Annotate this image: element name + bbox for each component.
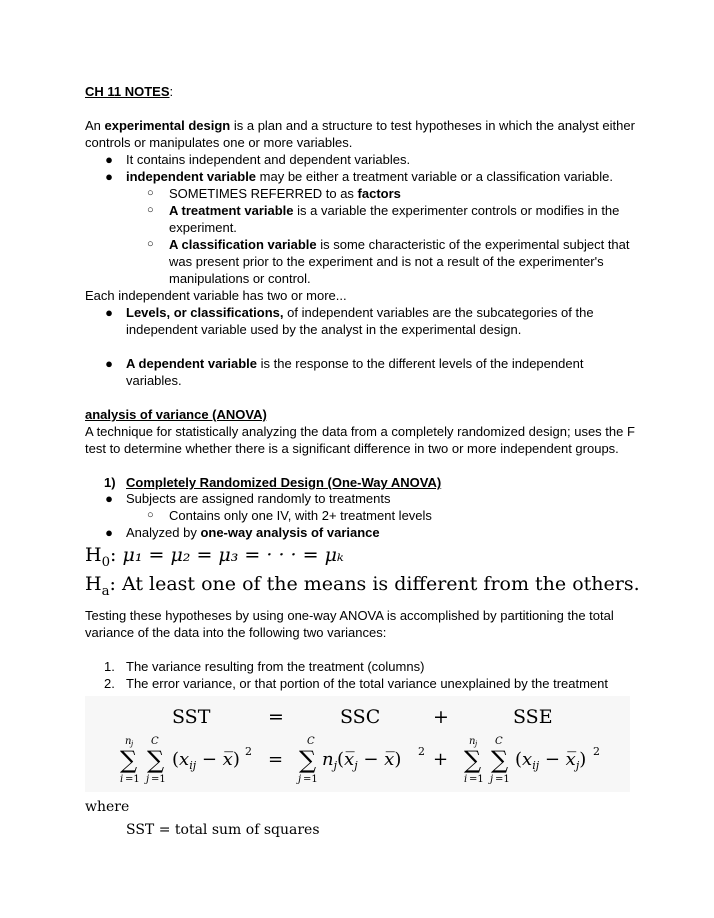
sub-bullet-text: manipulations or control. [169,271,311,286]
formula-sse: SSE [513,706,553,728]
bullet-text: It contains independent and dependent variables. [126,152,411,167]
disc-bullet-icon: ● [105,152,113,167]
svg-text:=: = [268,749,284,770]
crd-number: 1) [104,475,116,490]
sub-bullet-text: A treatment variable is a variable the experimenter controls or modifies in the [169,203,620,218]
svg-text:i: i [464,774,468,785]
alternative-hypothesis: $H_a$: At least one of the means is different from the others. [85,573,640,599]
disc-bullet-icon: ● [105,169,113,184]
svg-text:C: C [307,736,315,747]
formula-plus: + [433,706,449,728]
disc-bullet-icon: ● [105,305,113,320]
sst-definition: SST = total sum of squares [126,822,320,838]
svg-text:∑: ∑ [491,746,509,774]
disc-bullet-icon: ● [105,491,113,506]
svg-text:2: 2 [418,745,425,758]
null-hypothesis: $H_0$: μ₁ = μ₂ = μ₃ = · · · = μₖ [85,544,344,570]
svg-text:nj(x̅j − x̅): $n_j(x̅_j$ − x̅) [322,749,402,772]
list-number: 2. [104,676,115,691]
testing-line-1: Testing these hypotheses by using one-way ANOVA is accomplished by partitioning the total [85,608,614,623]
svg-text:=1: =1 [151,774,166,785]
svg-text:=1: =1 [469,774,484,785]
svg-text:=1: =1 [495,774,510,785]
circle-bullet-icon: ○ [147,204,154,216]
circle-bullet-icon: ○ [147,238,154,250]
svg-text:C: C [495,736,503,747]
anova-line-1: A technique for statistically analyzing the data from a completely randomized design; uses the F [85,424,635,439]
svg-text:C: C [151,736,159,747]
intro-line-2: controls or manipulates one or more variables. [85,135,353,150]
svg-text:j: j [298,774,302,785]
list-number: 1. [104,659,115,674]
bullet-text: Analyzed by one-way analysis of variance [126,525,380,540]
svg-text:2: 2 [593,745,600,758]
svg-text:∑: ∑ [299,746,317,774]
list-item: The variance resulting from the treatment (columns) [126,659,425,674]
intro-line-1: An experimental design is a plan and a structure to test hypotheses in which the analyst either [85,118,635,133]
svg-text:=1: =1 [125,774,140,785]
formula-ssc: SSC [340,706,381,728]
sum-of-squares-formula [85,696,630,792]
sub-bullet-text: A classification variable is some characteristic of the experimental subject that [169,237,630,252]
where-label: where [85,799,130,815]
testing-line-2: variance of the data into the following two variances: [85,625,387,640]
svg-text:n: n [125,736,132,747]
disc-bullet-icon: ● [105,356,113,371]
svg-text:∑: ∑ [464,746,482,774]
bullet-text: A dependent variable is the response to the different levels of the independent [126,356,584,371]
bullet-text: independent variable used by the analyst in the experimental design. [126,322,522,337]
anova-line-2: test to determine whether there is a significant difference in two or more independent groups. [85,441,619,456]
svg-text:(xij − x̅): ($x_{ij}$ − x̅) [172,749,240,772]
bullet-text: Levels, or classifications, of independent variables are the subcategories of the [126,305,594,320]
circle-bullet-icon: ○ [147,509,154,521]
svg-text:i: i [120,774,124,785]
crd-title: Completely Randomized Design (One-Way ANOVA) [126,475,442,490]
formula-equals: = [268,706,284,728]
svg-text:∑: ∑ [120,746,138,774]
sub-bullet-text: SOMETIMES REFERRED to as factors [169,186,401,201]
svg-text:∑: ∑ [147,746,165,774]
levels-intro: Each independent variable has two or more... [85,288,347,303]
formula-expansion [85,732,630,792]
disc-bullet-icon: ● [105,525,113,540]
sub-bullet-text: experiment. [169,220,237,235]
page-title: CH 11 NOTES: [85,84,174,99]
svg-text:+: + [433,749,449,770]
circle-bullet-icon: ○ [147,187,154,199]
svg-text:n: n [469,736,476,747]
svg-text:=1: =1 [303,774,318,785]
anova-title: analysis of variance (ANOVA) [85,407,267,422]
svg-text:j: j [146,774,150,785]
bullet-text: independent variable may be either a treatment variable or a classification variable. [126,169,613,184]
formula-sst: SST [172,706,211,728]
sub-bullet-text: Contains only one IV, with 2+ treatment levels [169,508,432,523]
bullet-text: variables. [126,373,182,388]
svg-text:j: j [131,740,134,748]
sub-bullet-text: was present prior to the experiment and is not a result of the experimenter's [169,254,604,269]
svg-text:j: j [490,774,494,785]
list-item: The error variance, or that portion of the total variance unexplained by the treatment [126,676,608,691]
svg-text:(xij − x̅j): ($x_{ij}$ − $x̅_j$) [515,749,587,772]
bullet-text: Subjects are assigned randomly to treatments [126,491,391,506]
svg-text:j: j [475,740,478,748]
svg-text:2: 2 [245,745,252,758]
